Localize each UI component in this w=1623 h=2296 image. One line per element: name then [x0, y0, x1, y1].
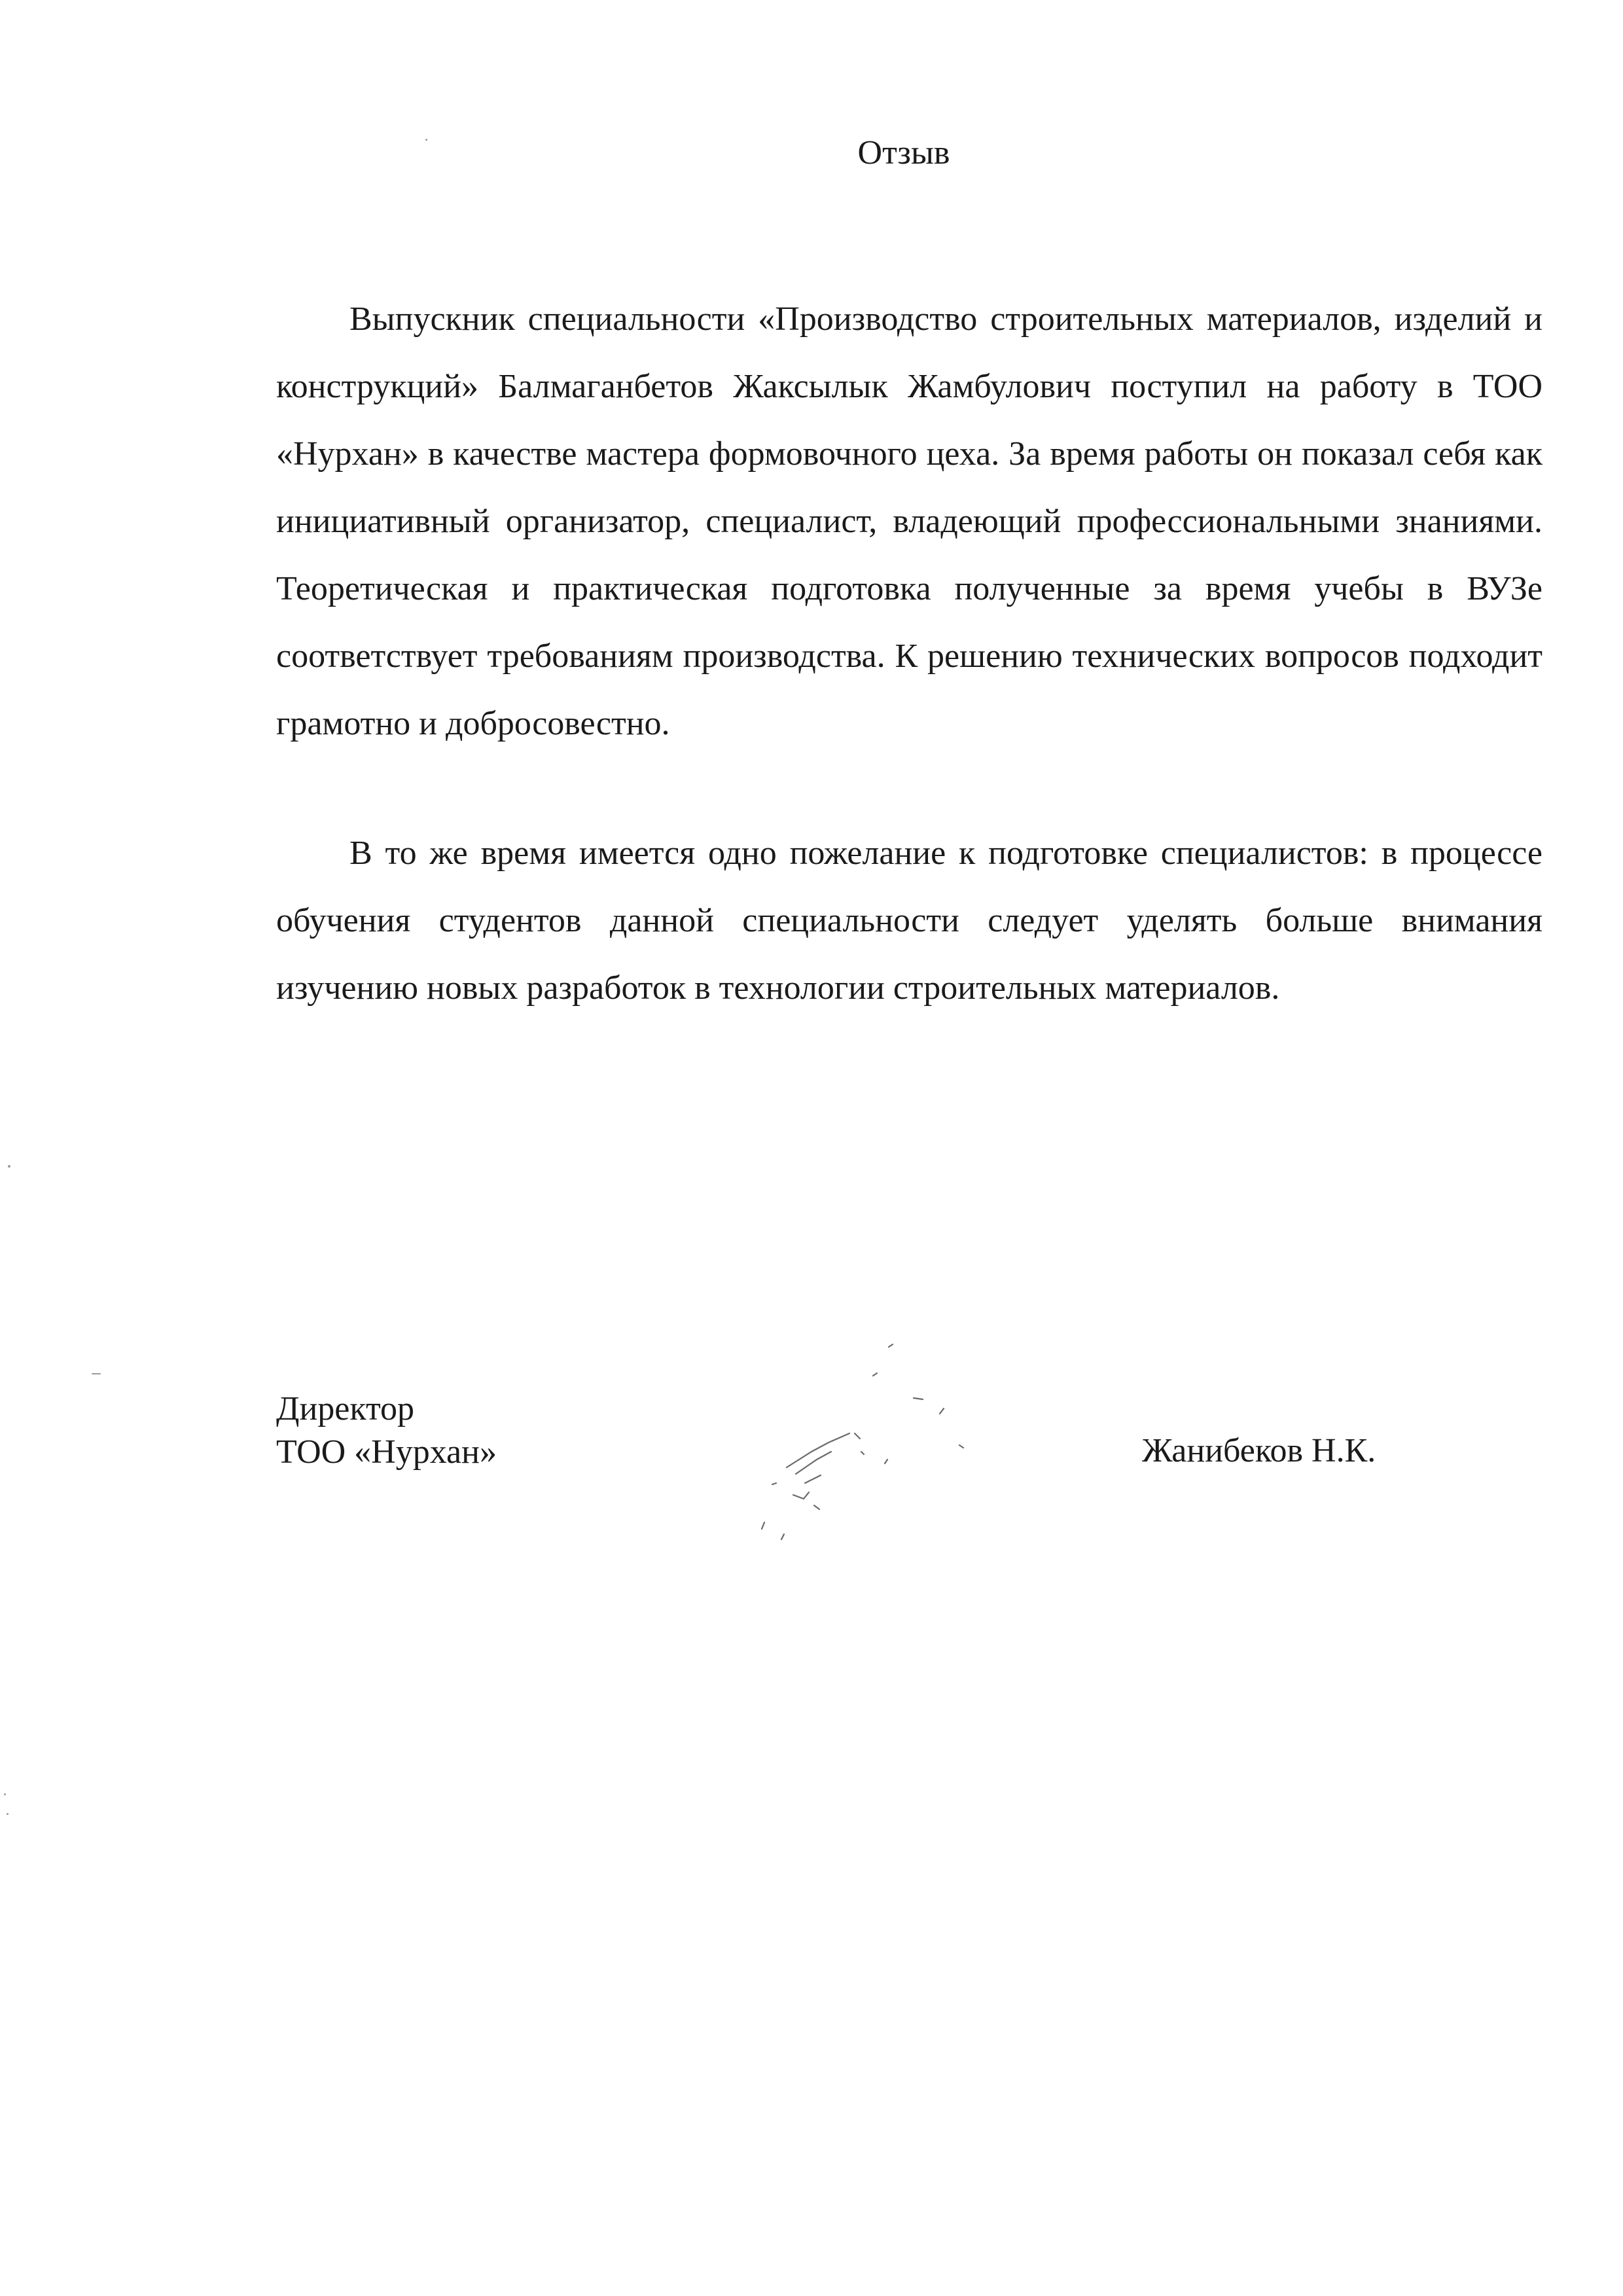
scan-speck: [4, 1793, 6, 1795]
signer-name: Жанибеков Н.К.: [1142, 1432, 1376, 1469]
scan-speck: [8, 1165, 10, 1168]
scan-speck: [92, 1373, 101, 1374]
signer-position: Директор: [276, 1390, 414, 1427]
document-title: Отзыв: [857, 134, 950, 171]
signer-organization: ТОО «Нурхан»: [276, 1433, 497, 1471]
signer-title-block: [276, 1388, 497, 1474]
body-paragraph-2: В то же время имеется одно пожелание к подготовке специалистов: в процессе обучения студентов данной специальности следует уделять больше внимания изучению новых разработок в технологии строительных материалов.: [276, 834, 1543, 1007]
scan-speck: [425, 139, 427, 141]
body-paragraph-1: Выпускник специальности «Производство строительных материалов, изделий и конструкций» Балмаганбетов Жаксылык Жамбулович поступил на работу в ТОО «Нурхан» в качестве мастера формовочного цеха. За время работы он показал себя как инициативный организатор, специалист, владеющий профессиональными знаниями. Теоретическая и практическая подготовка полученные за время учебы в ВУЗе соответствует требованиям производства. К решению технических вопросов подходит грамотно и добросовестно.: [276, 300, 1543, 742]
scan-speck: [7, 1813, 9, 1815]
handwritten-signature: [733, 1335, 995, 1545]
